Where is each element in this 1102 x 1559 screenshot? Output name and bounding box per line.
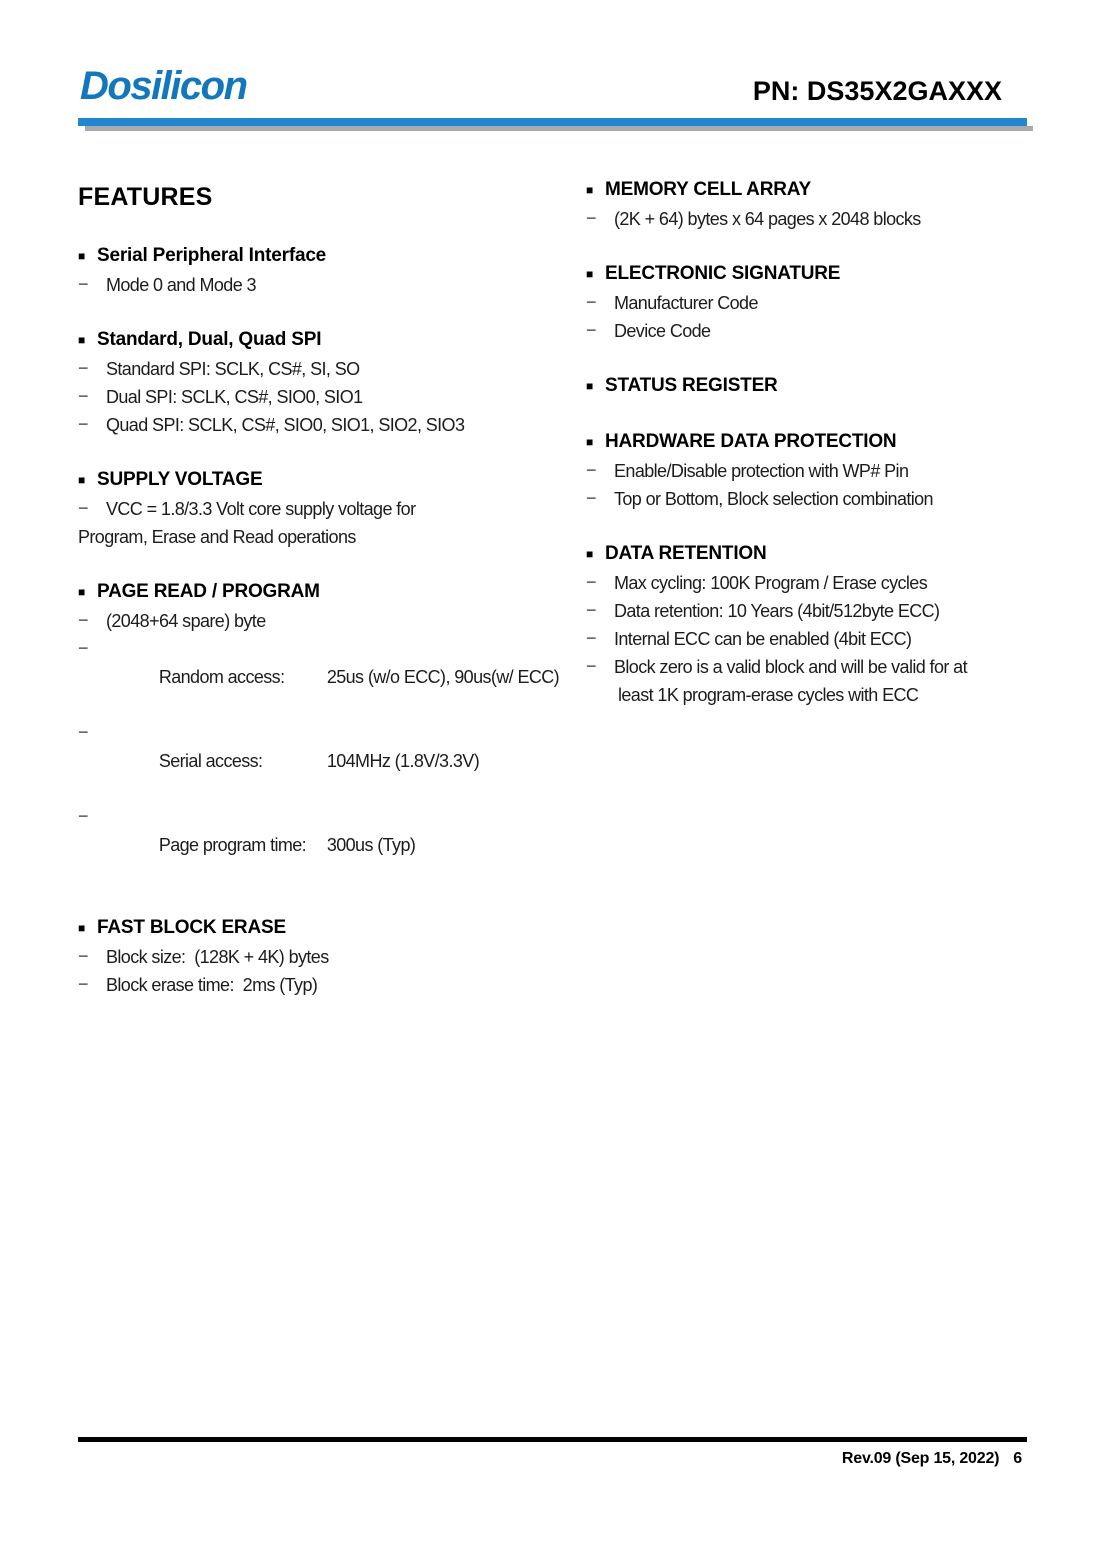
dash-bullet-icon: −	[586, 572, 597, 592]
feature-item	[78, 495, 578, 523]
feature-item	[586, 317, 1078, 345]
dash-bullet-icon: −	[586, 628, 597, 648]
item-text: Manufacturer Code	[614, 293, 758, 313]
feature-item	[78, 271, 578, 299]
section-memory-cell-array	[586, 176, 1078, 233]
item-text: Standard SPI: SCLK, CS#, SI, SO	[106, 359, 360, 379]
square-bullet-icon: ■	[78, 333, 86, 347]
continuation-line: least 1K program-erase cycles with ECC	[618, 685, 919, 705]
item-text: Enable/Disable protection with WP# Pin	[614, 461, 909, 481]
feature-item	[586, 457, 1078, 485]
section-heading-text: HARDWARE DATA PROTECTION	[605, 431, 897, 452]
section-heading	[78, 578, 578, 607]
square-bullet-icon: ■	[78, 473, 86, 487]
section-status-register	[586, 372, 1078, 401]
section-heading	[586, 260, 1078, 289]
header-rule	[78, 118, 1027, 126]
section-heading-text: FAST BLOCK ERASE	[97, 917, 286, 938]
feature-item	[78, 355, 578, 383]
dash-bullet-icon: −	[78, 274, 89, 294]
item-text: Block size: (128K + 4K) bytes	[106, 947, 329, 967]
section-supply-voltage	[78, 466, 578, 551]
section-heading	[78, 466, 578, 495]
square-bullet-icon: ■	[586, 183, 594, 197]
item-text: Device Code	[614, 321, 711, 341]
section-heading-text: Standard, Dual, Quad SPI	[97, 329, 322, 350]
section-heading-text: DATA RETENTION	[605, 543, 767, 564]
feature-item	[586, 625, 1078, 653]
feature-item	[78, 719, 578, 803]
section-heading	[78, 914, 578, 943]
section-standard-dual-quad-spi	[78, 326, 578, 439]
item-text: Data retention: 10 Years (4bit/512byte ECC)	[614, 601, 940, 621]
feature-item	[586, 569, 1078, 597]
section-heading	[586, 176, 1078, 205]
feature-item	[78, 607, 578, 635]
dash-bullet-icon: −	[586, 460, 597, 480]
section-heading	[586, 372, 1078, 401]
square-bullet-icon: ■	[78, 249, 86, 263]
dash-bullet-icon: −	[78, 806, 89, 826]
feature-item	[586, 289, 1078, 317]
dash-bullet-icon: −	[586, 488, 597, 508]
part-number: PN: DS35X2GAXXX	[752, 76, 1002, 106]
item-label: Random access:	[158, 667, 285, 687]
section-fast-block-erase	[78, 914, 578, 999]
feature-item	[78, 635, 578, 719]
feature-item	[78, 411, 578, 439]
dash-bullet-icon: −	[78, 610, 89, 630]
item-value: 25us (w/o ECC), 90us(w/ ECC)	[326, 667, 560, 687]
section-heading	[78, 242, 578, 271]
item-value: 104MHz (1.8V/3.3V)	[326, 751, 480, 771]
section-electronic-signature	[586, 260, 1078, 345]
feature-item	[78, 943, 578, 971]
section-data-retention	[586, 540, 1078, 709]
section-heading	[586, 428, 1078, 457]
feature-item	[586, 205, 1078, 233]
square-bullet-icon: ■	[586, 267, 594, 281]
feature-item	[586, 485, 1078, 513]
section-heading-text: ELECTRONIC SIGNATURE	[605, 263, 841, 284]
dash-bullet-icon: −	[78, 946, 89, 966]
section-heading-text: STATUS REGISTER	[605, 375, 778, 396]
dash-bullet-icon: −	[78, 386, 89, 406]
features-column-left	[78, 182, 578, 999]
item-text: Block erase time: 2ms (Typ)	[106, 975, 318, 995]
dash-bullet-icon: −	[586, 656, 597, 676]
footer-page-number: 6	[1013, 1450, 1022, 1467]
feature-item	[78, 971, 578, 999]
item-text: Mode 0 and Mode 3	[106, 275, 256, 295]
item-text: Quad SPI: SCLK, CS#, SIO0, SIO1, SIO2, SIO3	[106, 415, 465, 435]
feature-item	[586, 597, 1078, 625]
dash-bullet-icon: −	[586, 600, 597, 620]
square-bullet-icon: ■	[78, 921, 86, 935]
continuation-line: Program, Erase and Read operations	[78, 527, 356, 547]
section-hardware-data-protection	[586, 428, 1078, 513]
square-bullet-icon: ■	[78, 585, 86, 599]
section-heading	[586, 540, 1078, 569]
dash-bullet-icon: −	[78, 498, 89, 518]
item-text: (2048+64 spare) byte	[106, 611, 266, 631]
dash-bullet-icon: −	[586, 320, 597, 340]
dash-bullet-icon: −	[78, 722, 89, 742]
feature-item	[586, 653, 1078, 681]
footer-revision: Rev.09 (Sep 15, 2022)	[841, 1450, 1000, 1467]
header-rule-shadow	[85, 126, 1033, 131]
dash-bullet-icon: −	[78, 638, 89, 658]
item-text: Internal ECC can be enabled (4bit ECC)	[614, 629, 912, 649]
feature-item	[78, 383, 578, 411]
section-heading-text: PAGE READ / PROGRAM	[97, 581, 320, 602]
section-heading-text: MEMORY CELL ARRAY	[605, 179, 811, 200]
features-column-right	[586, 176, 1078, 709]
section-serial-peripheral-interface	[78, 242, 578, 299]
dash-bullet-icon: −	[586, 292, 597, 312]
item-label: Page program time:	[158, 835, 307, 855]
section-heading-text: SUPPLY VOLTAGE	[97, 469, 263, 490]
footer	[842, 1450, 1022, 1468]
square-bullet-icon: ■	[586, 379, 594, 393]
dash-bullet-icon: −	[78, 414, 89, 434]
footer-rule	[78, 1437, 1027, 1442]
item-label: Serial access:	[158, 751, 263, 771]
dash-bullet-icon: −	[78, 974, 89, 994]
item-text: Top or Bottom, Block selection combination	[614, 489, 933, 509]
item-text: Max cycling: 100K Program / Erase cycles	[614, 573, 928, 593]
dash-bullet-icon: −	[586, 208, 597, 228]
dosilicon-logo: Dosilicon	[80, 64, 247, 108]
item-text: (2K + 64) bytes x 64 pages x 2048 blocks	[614, 209, 921, 229]
feature-item	[78, 803, 578, 887]
item-text: Block zero is a valid block and will be valid for at	[614, 657, 967, 677]
item-text: Dual SPI: SCLK, CS#, SIO0, SIO1	[106, 387, 363, 407]
section-page-read-program	[78, 578, 578, 887]
page-title: FEATURES	[78, 183, 213, 211]
section-heading	[78, 326, 578, 355]
section-heading-text: Serial Peripheral Interface	[97, 245, 327, 266]
item-text: VCC = 1.8/3.3 Volt core supply voltage for	[106, 499, 416, 519]
dash-bullet-icon: −	[78, 358, 89, 378]
square-bullet-icon: ■	[586, 547, 594, 561]
item-value: 300us (Typ)	[326, 835, 416, 855]
square-bullet-icon: ■	[586, 435, 594, 449]
